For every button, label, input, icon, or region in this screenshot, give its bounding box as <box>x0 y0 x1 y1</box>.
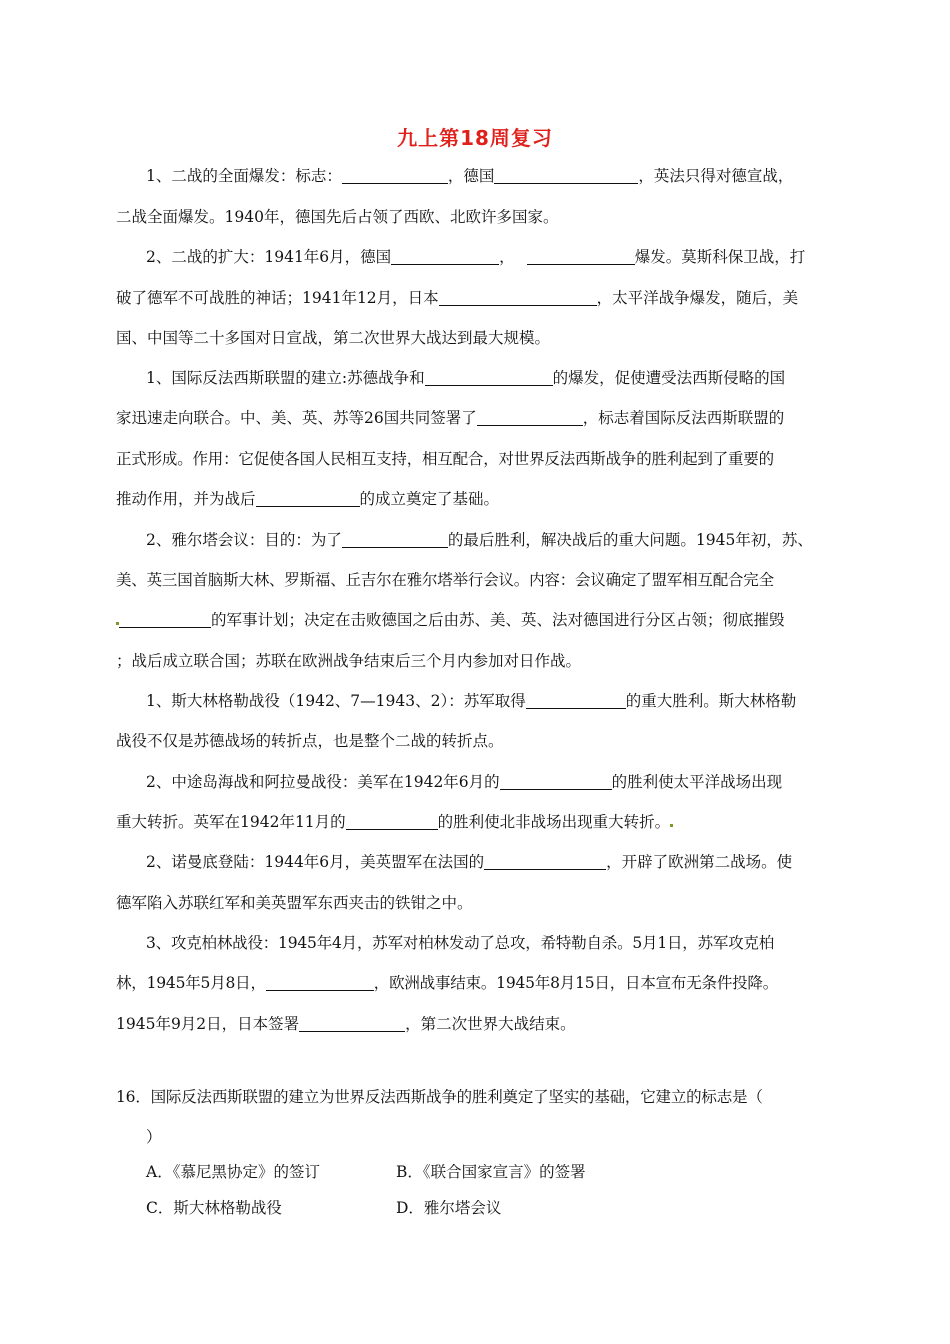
q3-text-a: 1、国际反法西斯联盟的建立:苏德战争和 <box>146 369 425 387</box>
q1-text-a: 1、二战的全面爆发：标志： <box>146 167 342 185</box>
q6-text-d: 的胜利使北非战场出现重大转折。 <box>437 813 671 831</box>
blank-9[interactable] <box>342 531 448 548</box>
q6-line-1 <box>146 770 866 792</box>
q8-text-b: 林，1945年5月8日， <box>116 974 266 992</box>
q1-text-b: ，德国 <box>447 167 495 185</box>
q3-text-c: 家迅速走向联合。中、美、英、苏等26国共同签署了 <box>116 409 477 427</box>
q2-text-a: 2、二战的扩大：1941年6月，德国 <box>146 248 392 266</box>
q4-text-b: 的最后胜利，解决战后的重大问题。1945年初，苏、 <box>447 531 813 549</box>
q6-line-2 <box>116 810 836 832</box>
blank-2[interactable] <box>494 167 638 184</box>
q4-text-a: 2、雅尔塔会议：目的：为了 <box>146 531 342 549</box>
q4-line-2: 美、英三国首脑斯大林、罗斯福、丘吉尔在雅尔塔举行会议。内容：会议确定了盟军相互配合完全 <box>116 571 774 589</box>
mc-stem: 16．国际反法西斯联盟的建立为世界反法西斯战争的胜利奠定了坚实的基础，它建立的标志是（ <box>116 1088 763 1106</box>
q8-line-3 <box>116 1012 836 1034</box>
q8-line-2 <box>116 971 836 993</box>
q8-line-1: 3、攻克柏林战役：1945年4月，苏军对柏林发动了总攻，希特勒自杀。5月1日，苏军攻克柏 <box>146 934 775 952</box>
q1-line-2: 二战全面爆发。1940年，德国先后占领了西欧、北欧许多国家。 <box>116 208 559 226</box>
blank-7[interactable] <box>477 409 583 426</box>
q6-text-a: 2、中途岛海战和阿拉曼战役：美军在1942年6月的 <box>146 773 500 791</box>
q7-text-b: ，开辟了欧洲第二战场。使 <box>606 853 793 871</box>
q3-text-d: ，标志着国际反法西斯联盟的 <box>582 409 785 427</box>
q3-line-2 <box>116 406 836 428</box>
blank-8[interactable] <box>256 490 360 507</box>
q3-text-b: 的爆发，促使遭受法西斯侵略的国 <box>552 369 786 387</box>
page-title: 九上第18周复习 <box>397 126 553 150</box>
q5-text-b: 的重大胜利。斯大林格勒 <box>625 692 797 710</box>
q7-text-a: 2、诺曼底登陆：1944年6月，美英盟军在法国的 <box>146 853 485 871</box>
blank-14[interactable] <box>484 853 606 870</box>
q8-text-e: ，第二次世界大战结束。 <box>405 1015 576 1033</box>
q1-line-1 <box>146 164 866 186</box>
blank-3[interactable] <box>391 248 499 265</box>
q6-text-b: 的胜利使太平洋战场出现 <box>611 773 783 791</box>
mc-option-b[interactable]: B．《联合国家宣言》的签署 <box>396 1163 586 1181</box>
q2-text-e: ，太平洋战争爆发，随后，美 <box>596 289 799 307</box>
q2-line-3: 国、中国等二十多国对日宣战，第二次世界大战达到最大规模。 <box>116 329 551 347</box>
q7-line-2: 德军陷入苏联红军和美英盟军东西夹击的铁钳之中。 <box>116 894 473 912</box>
mc-option-d[interactable]: D．雅尔塔会议 <box>396 1199 502 1217</box>
q2-line-1 <box>146 245 866 267</box>
blank-16[interactable] <box>299 1015 405 1032</box>
blank-6[interactable] <box>425 369 553 386</box>
q3-text-f: 推动作用，并为战后 <box>116 490 256 508</box>
q7-line-1 <box>146 850 866 872</box>
mc-option-a[interactable]: A．《慕尼黑协定》的签订 <box>146 1163 320 1181</box>
blank-11[interactable] <box>526 692 626 709</box>
blank-4[interactable] <box>527 248 635 265</box>
q1-text-c: ，英法只得对德宣战， <box>638 167 794 185</box>
q5-line-1 <box>146 689 866 711</box>
q3-text-g: 的成立奠定了基础。 <box>359 490 500 508</box>
q2-text-b: ， <box>499 248 515 266</box>
q3-line-1 <box>146 366 866 388</box>
q8-text-c: ，欧洲战事结束。1945年8月15日，日本宣布无条件投降。 <box>373 974 779 992</box>
q4-line-1 <box>146 528 866 550</box>
q2-line-2 <box>116 286 836 308</box>
blank-15[interactable] <box>266 974 374 991</box>
q4-line-4: ；战后成立联合国；苏联在欧洲战争结束后三个月内参加对日作战。 <box>116 652 582 670</box>
q3-line-3: 正式形成。作用：它促使各国人民相互支持，相互配合，对世界反法西斯战争的胜利起到了重要的 <box>116 450 774 468</box>
q5-text-a: 1、斯大林格勒战役（1942、7—1943、2）：苏军取得 <box>146 692 526 710</box>
q6-text-c: 重大转折。英军在1942年11月的 <box>116 813 346 831</box>
blank-5[interactable] <box>439 289 597 306</box>
q3-line-4 <box>116 487 836 509</box>
blank-1[interactable] <box>342 167 448 184</box>
q4-line-3 <box>116 608 836 630</box>
blank-12[interactable] <box>500 773 612 790</box>
blank-13[interactable] <box>346 813 438 830</box>
q2-text-d: 破了德军不可战胜的神话；1941年12月，日本 <box>116 289 439 307</box>
q2-text-c: 爆发。莫斯科保卫战，打 <box>634 248 806 266</box>
q5-line-2: 战役不仅是苏德战场的转折点，也是整个二战的转折点。 <box>116 732 504 750</box>
q8-text-d: 1945年9月2日，日本签署 <box>116 1015 300 1033</box>
edit-mark-2 <box>670 824 673 827</box>
mc-stem-close: ） <box>146 1128 162 1146</box>
q4-text-d: 的军事计划；决定在击败德国之后由苏、美、英、法对德国进行分区占领；彻底摧毁 <box>211 611 785 629</box>
mc-option-c[interactable]: C．斯大林格勒战役 <box>146 1199 282 1217</box>
blank-10[interactable] <box>119 611 211 628</box>
